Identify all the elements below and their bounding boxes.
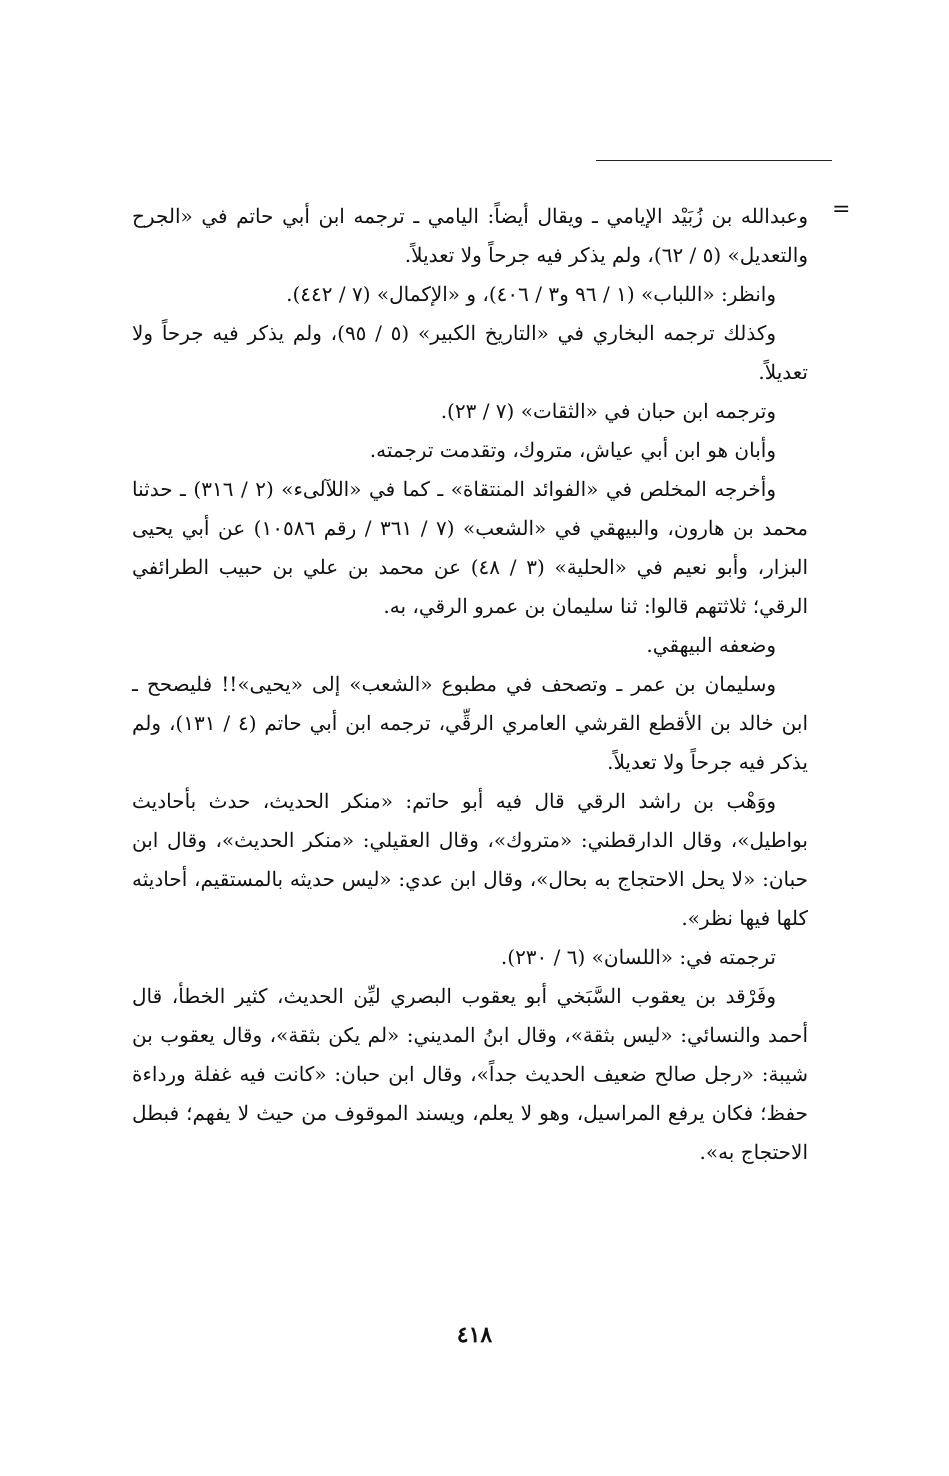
footnote-paragraph: وأبان هو ابن أبي عياش، متروك، وتقدمت ترجمته. [369, 438, 776, 462]
footnote-paragraph: وترجمه ابن حبان في «الثقات» (٧ / ٢٣). [440, 399, 776, 423]
footnote-paragraph: ووَهْب بن راشد الرقي قال فيه أبو حاتم: «منكر الحديث، حدث بأحاديث بواطيل»، وقال الدارقطني: «متروك»، وقال العقيلي: «منكر الحديث»، وقال ابن حبان: «لا يحل الاحتجاج به بحال»، وقال ابن عدي: «ليس حديثه بالمستقيم، أحاديثه كلها فيها نظر». [132, 789, 808, 930]
footnote-paragraph: ترجمته في: «اللسان» (٦ / ٢٣٠). [500, 945, 776, 969]
footnote-paragraph: وأخرجه المخلص في «الفوائد المنتقاة» ـ كما في «اللآلىء» (٢ / ٣١٦) ـ حدثنا محمد بن هارون، والبيهقي في «الشعب» (٧ / ٣٦١ / رقم ١٠٥٨٦) عن أبي يحيى البزار، وأبو نعيم في «الحلية» (٣ / ٤٨) عن محمد بن علي بن حبيب الطرائفي الرقي؛ ثلاثتهم قالوا: ثنا سليمان بن عمرو الرقي، به. [132, 477, 809, 618]
footnote-paragraph: وسليمان بن عمر ـ وتصحف في مطبوع «الشعب» إلى «يحيى»!! فليصحح ـ ابن خالد بن الأقطع القرشي العامري الرقِّي، ترجمه ابن أبي حاتم (٤ / ١٣١)، ولم يذكر فيه جرحاً ولا تعديلاً. [132, 672, 809, 774]
footnote-paragraph: وعبدالله بن زُبَيْد الإيامي ـ ويقال أيضاً: اليامي ـ ترجمه ابن أبي حاتم في «الجرح والتعديل» (٥ / ٦٢)، ولم يذكر فيه جرحاً ولا تعديلاً. [132, 204, 808, 267]
footnote-paragraph: وفَرْقد بن يعقوب السَّبَخي أبو يعقوب البصري ليِّن الحديث، كثير الخطأ، قال أحمد والنسائي: «ليس بثقة»، وقال ابنُ المديني: «لم يكن بثقة»، وقال يعقوب بن شيبة: «رجل صالح ضعيف الحديث جداً»، وقال ابن حبان: «كانت فيه غفلة ورداءة حفظ؛ فكان يرفع المراسيل، وهو لا يعلم، ويسند الموقوف من حيث لا يفهم؛ فبطل الاحتجاج به». [132, 984, 808, 1164]
footnote-separator [596, 160, 832, 161]
footnote-paragraph: وكذلك ترجمه البخاري في «التاريخ الكبير» (٥ / ٩٥)، ولم يذكر فيه جرحاً ولا تعديلاً. [132, 321, 808, 384]
continuation-mark: = [832, 197, 851, 222]
page-number: ٤١٨ [456, 1322, 493, 1348]
footnote-paragraph: وضعفه البيهقي. [646, 633, 776, 657]
footnote-paragraph: وانظر: «اللباب» (١ / ٩٦ و٣ / ٤٠٦)، و «الإكمال» (٧ / ٤٤٢). [286, 282, 776, 306]
footnote-text [132, 197, 808, 1172]
